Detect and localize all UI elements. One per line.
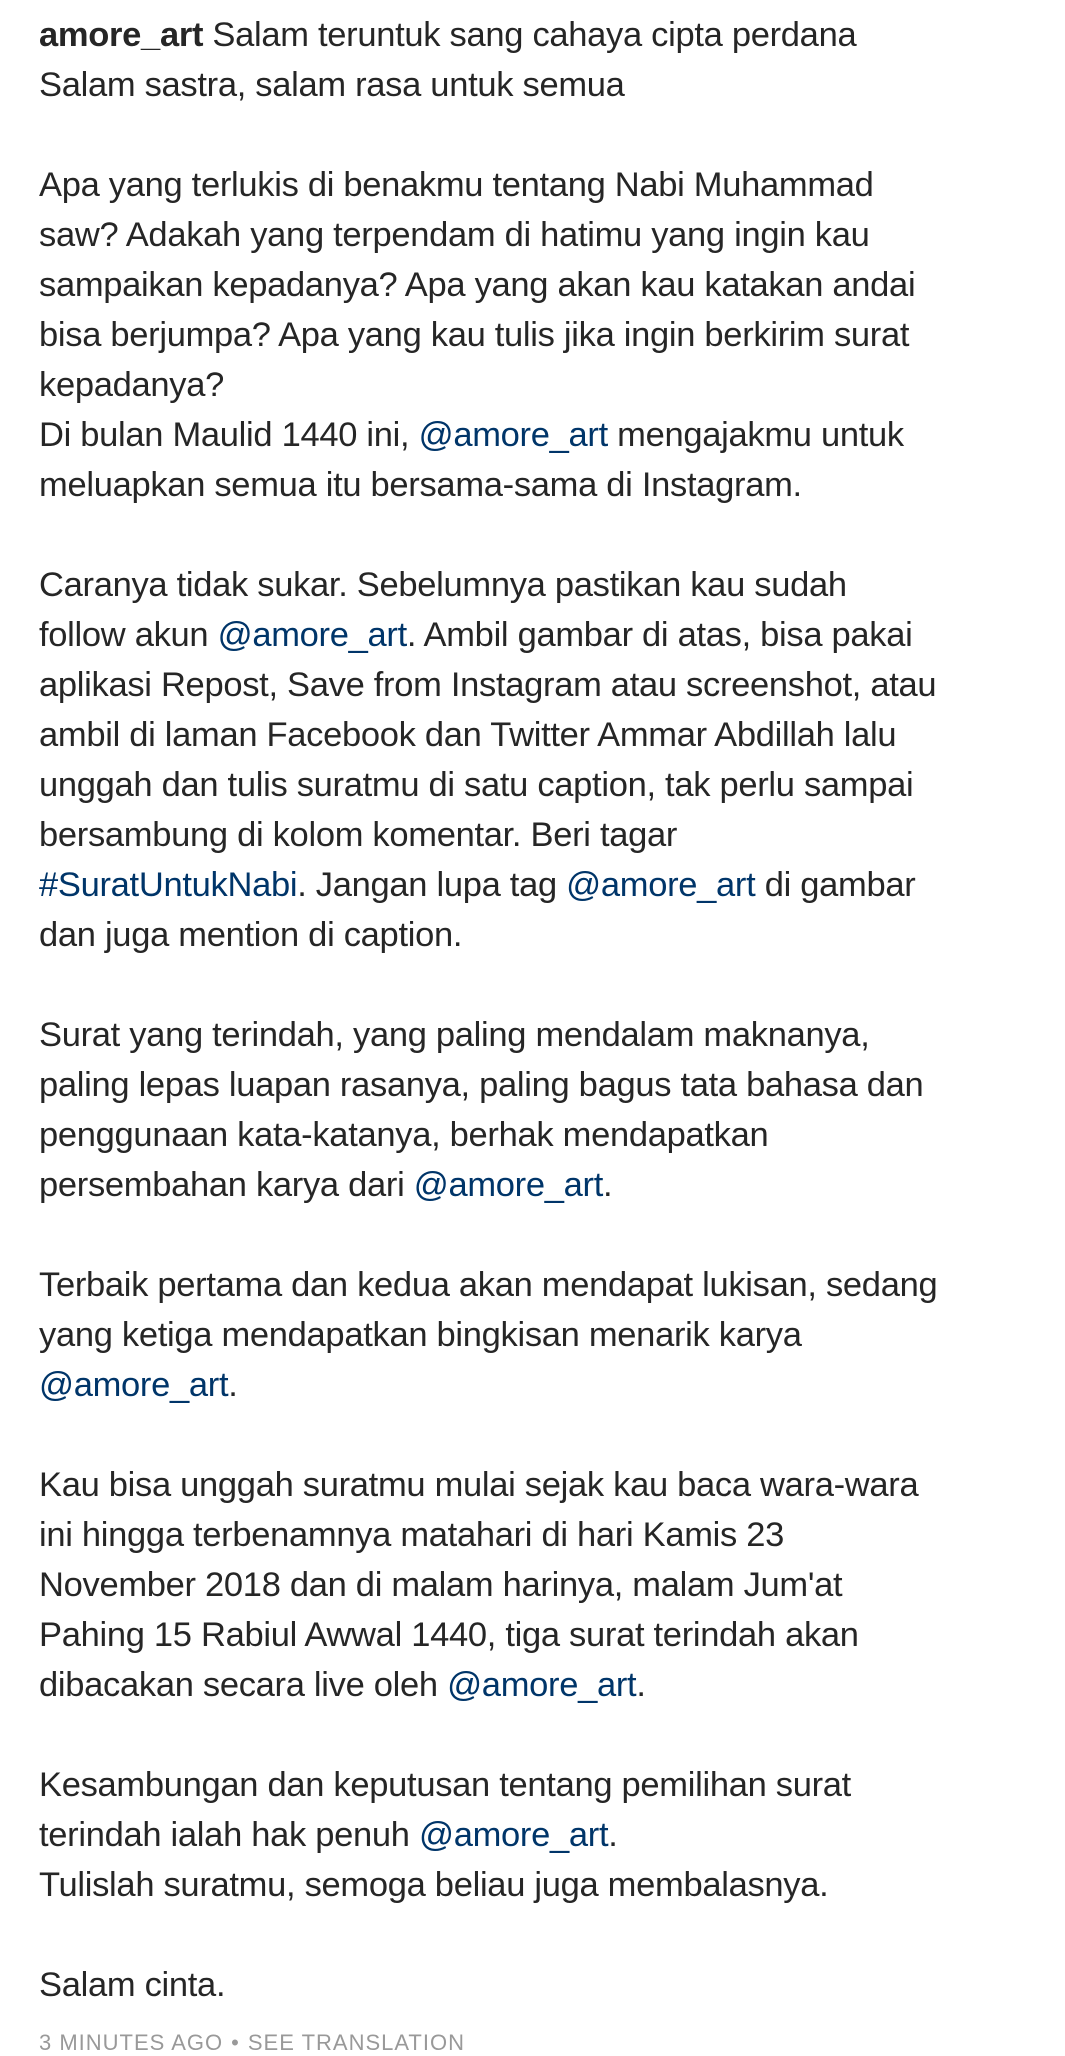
caption-line: paling lepas luapan rasanya, paling bagus tata bahasa dan	[39, 1066, 924, 1104]
caption-line: November 2018 dan di malam harinya, malam Jum'at	[39, 1566, 843, 1604]
caption-line: Kesambungan dan keputusan tentang pemilihan surat	[39, 1766, 851, 1804]
caption-text: di gambar	[755, 866, 916, 904]
username-link[interactable]: amore_art	[39, 16, 204, 54]
caption-text: Di bulan Maulid 1440 ini,	[39, 416, 419, 454]
caption-line: dan juga mention di caption.	[39, 916, 463, 954]
blank-line	[39, 960, 1039, 1010]
blank-line	[39, 1410, 1039, 1460]
caption-line: kepadanya?	[39, 366, 224, 404]
footer-separator: •	[231, 2030, 240, 2055]
caption-line: meluapkan semua itu bersama-sama di Instagram.	[39, 466, 802, 504]
caption-text: .	[636, 1666, 646, 1704]
mention-link[interactable]: @amore_art	[566, 866, 756, 904]
mention-link[interactable]: @amore_art	[447, 1666, 637, 1704]
caption-line: Kau bisa unggah suratmu mulai sejak kau baca wara-wara	[39, 1466, 919, 1504]
caption-text: mengajakmu untuk	[607, 416, 904, 454]
mention-link[interactable]: @amore_art	[418, 416, 608, 454]
caption-line: Terbaik pertama dan kedua akan mendapat lukisan, sedang	[39, 1266, 938, 1304]
caption-line: unggah dan tulis suratmu di satu caption, tak perlu sampai	[39, 766, 914, 804]
mention-link[interactable]: @amore_art	[217, 616, 407, 654]
caption-text: .	[228, 1366, 238, 1404]
hashtag-link[interactable]: #SuratUntukNabi	[39, 866, 298, 904]
caption-line	[39, 10, 1039, 60]
caption-line: Surat yang terindah, yang paling mendalam maknanya,	[39, 1016, 870, 1054]
caption-line	[39, 1160, 1039, 1210]
post-caption	[39, 10, 1039, 2010]
caption-line	[39, 1660, 1039, 1710]
post-timestamp: 3 MINUTES AGO	[39, 2030, 224, 2055]
caption-line	[39, 1810, 1039, 1860]
caption-text: Salam teruntuk sang cahaya cipta perdana	[203, 16, 857, 54]
caption-line: penggunaan kata-katanya, berhak mendapatkan	[39, 1116, 769, 1154]
caption-line: Tulislah suratmu, semoga beliau juga membalasnya.	[39, 1866, 829, 1904]
blank-line	[39, 110, 1039, 160]
caption-line: bersambung di kolom komentar. Beri tagar	[39, 816, 678, 854]
caption-text: dibacakan secara live oleh	[39, 1666, 448, 1704]
caption-text: .	[608, 1816, 618, 1854]
caption-text: .	[603, 1166, 613, 1204]
caption-text: follow akun	[39, 616, 218, 654]
blank-line	[39, 1710, 1039, 1760]
caption-line	[39, 610, 1039, 660]
caption-line	[39, 1360, 1039, 1410]
caption-text: terindah ialah hak penuh	[39, 1816, 419, 1854]
caption-line: sampaikan kepadanya? Apa yang akan kau katakan andai	[39, 266, 916, 304]
caption-text: . Ambil gambar di atas, bisa pakai	[406, 616, 913, 654]
caption-line: Apa yang terlukis di benakmu tentang Nabi Muhammad	[39, 166, 874, 204]
caption-text: persembahan karya dari	[39, 1166, 414, 1204]
caption-line: aplikasi Repost, Save from Instagram atau screenshot, atau	[39, 666, 937, 704]
blank-line	[39, 1210, 1039, 1260]
caption-line: ini hingga terbenamnya matahari di hari Kamis 23	[39, 1516, 785, 1554]
caption-line: saw? Adakah yang terpendam di hatimu yang ingin kau	[39, 216, 870, 254]
mention-link[interactable]: @amore_art	[39, 1366, 229, 1404]
caption-text: . Jangan lupa tag	[297, 866, 567, 904]
post-footer	[39, 2030, 465, 2056]
blank-line	[39, 510, 1039, 560]
mention-link[interactable]: @amore_art	[413, 1166, 603, 1204]
blank-line	[39, 1910, 1039, 1960]
see-translation-link[interactable]: SEE TRANSLATION	[247, 2030, 465, 2055]
mention-link[interactable]: @amore_art	[418, 1816, 609, 1854]
caption-line: Salam sastra, salam rasa untuk semua	[39, 66, 625, 104]
caption-line: bisa berjumpa? Apa yang kau tulis jika ingin berkirim surat	[39, 316, 910, 354]
caption-line: yang ketiga mendapatkan bingkisan menarik karya	[39, 1316, 802, 1354]
caption-line	[39, 410, 1039, 460]
caption-line	[39, 860, 1039, 910]
caption-line: Caranya tidak sukar. Sebelumnya pastikan kau sudah	[39, 566, 847, 604]
caption-line: ambil di laman Facebook dan Twitter Ammar Abdillah lalu	[39, 716, 897, 754]
caption-line: Salam cinta.	[39, 1966, 226, 2004]
caption-line: Pahing 15 Rabiul Awwal 1440, tiga surat terindah akan	[39, 1616, 859, 1654]
